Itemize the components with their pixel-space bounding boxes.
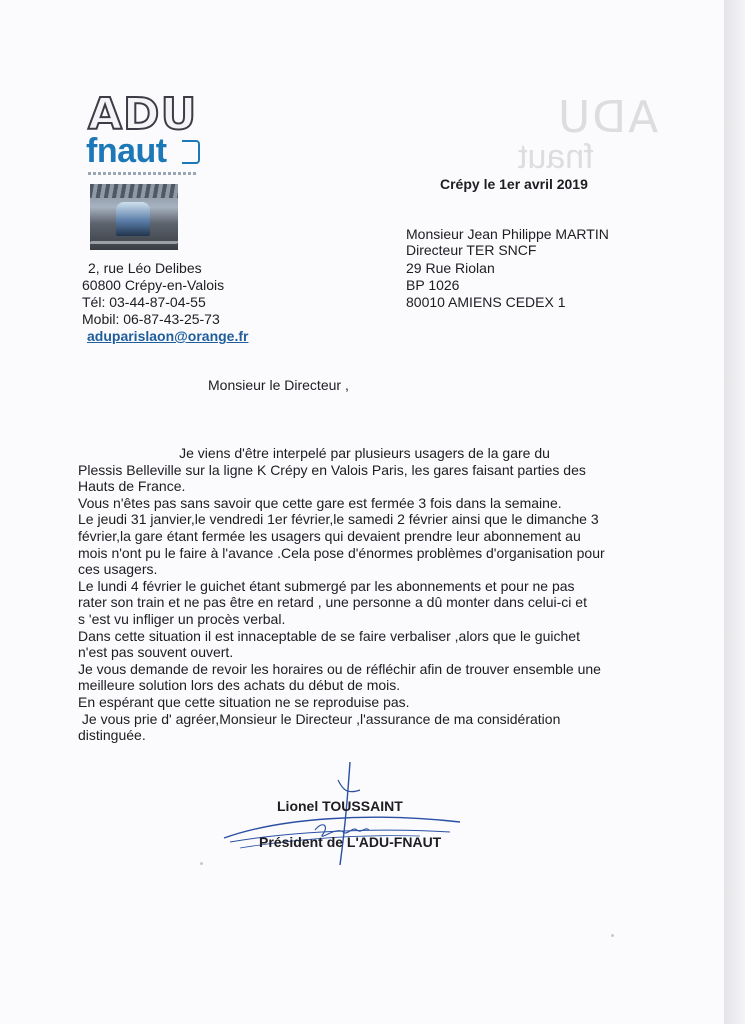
signer-name: Lionel TOUSSAINT <box>277 798 403 814</box>
show-through-fnaut: fnaut <box>518 138 594 176</box>
paper-speck <box>200 862 203 865</box>
adu-logo: ADU <box>88 89 198 140</box>
body-line: Hauts de France. <box>78 478 186 495</box>
recipient-name: Monsieur Jean Philippe MARTIN <box>406 226 609 242</box>
body-line: Vous n'êtes pas sans savoir que cette gare est fermée 3 fois dans la semaine. <box>78 494 562 511</box>
paper-edge <box>724 0 745 1024</box>
signer-title: Président de L'ADU-FNAUT <box>259 834 442 850</box>
logo-tagline <box>88 172 198 175</box>
body-line: mois n'ont pu le faire à l'avance .Cela pose d'énormes problèmes d'organisation pour <box>78 544 605 561</box>
sender-phone: Tél: 03-44-87-04-55 <box>82 294 206 310</box>
body-line: Dans cette situation il est innaceptable de se faire verbaliser ,alors que le guichet <box>78 627 580 644</box>
fnaut-logo: fnaut <box>86 132 167 170</box>
station-roof <box>90 184 178 198</box>
body-line: rater son train et ne pas être en retard , une personne a dû monter dans celui-ci et <box>78 594 587 611</box>
paper-speck <box>611 934 614 937</box>
recipient-street: 29 Rue Riolan <box>406 260 495 276</box>
sender-mobile: Mobil: 06-87-43-25-73 <box>82 311 220 327</box>
sender-email-link[interactable]: aduparislaon@orange.fr <box>87 328 249 344</box>
train-icon <box>116 202 150 236</box>
body-line: Je vous prie d' agréer,Monsieur le Directeur ,l'assurance de ma considération <box>78 710 561 727</box>
body-line: Plessis Belleville sur la ligne K Crépy en Valois Paris, les gares faisant parties des <box>78 461 586 478</box>
body-line: ces usagers. <box>78 561 158 578</box>
train-photo <box>90 184 178 250</box>
recipient-title: Directeur TER SNCF <box>406 242 537 258</box>
recipient-city: 80010 AMIENS CEDEX 1 <box>406 294 566 310</box>
recipient-bp: BP 1026 <box>406 277 460 293</box>
salutation: Monsieur le Directeur , <box>208 377 349 393</box>
letter-body <box>78 445 638 744</box>
body-line: Le lundi 4 février le guichet étant submergé par les abonnements et pour ne pas <box>78 577 575 594</box>
show-through-logo: ADU <box>556 92 659 143</box>
handwritten-signature <box>220 760 470 870</box>
body-line: février,la gare étant fermée les usagers qui devaient prendre leur abonnement au <box>78 527 581 544</box>
body-line: n'est pas souvent ouvert. <box>78 644 234 661</box>
body-line: En espérant que cette situation ne se reproduise pas. <box>78 693 410 710</box>
body-line: distinguée. <box>78 727 146 744</box>
body-line: Je vous demande de revoir les horaires ou de réfléchir afin de trouver ensemble une <box>78 660 601 677</box>
sender-street: 2, rue Léo Delibes <box>88 260 202 276</box>
body-line: Je viens d'être interpelé par plusieurs usagers de la gare du <box>78 445 550 461</box>
sender-city: 60800 Crépy-en-Valois <box>82 277 225 293</box>
rail <box>90 241 178 244</box>
body-line: s 'est vu infliger un procès verbal. <box>78 610 286 627</box>
body-line: Le jeudi 31 janvier,le vendredi 1er février,le samedi 2 février ainsi que le dimanche 3 <box>78 511 599 528</box>
body-line: meilleure solution lors des achats du début de mois. <box>78 677 401 694</box>
letter-date: Crépy le 1er avril 2019 <box>440 176 588 192</box>
fnaut-logo-mark <box>182 140 200 164</box>
